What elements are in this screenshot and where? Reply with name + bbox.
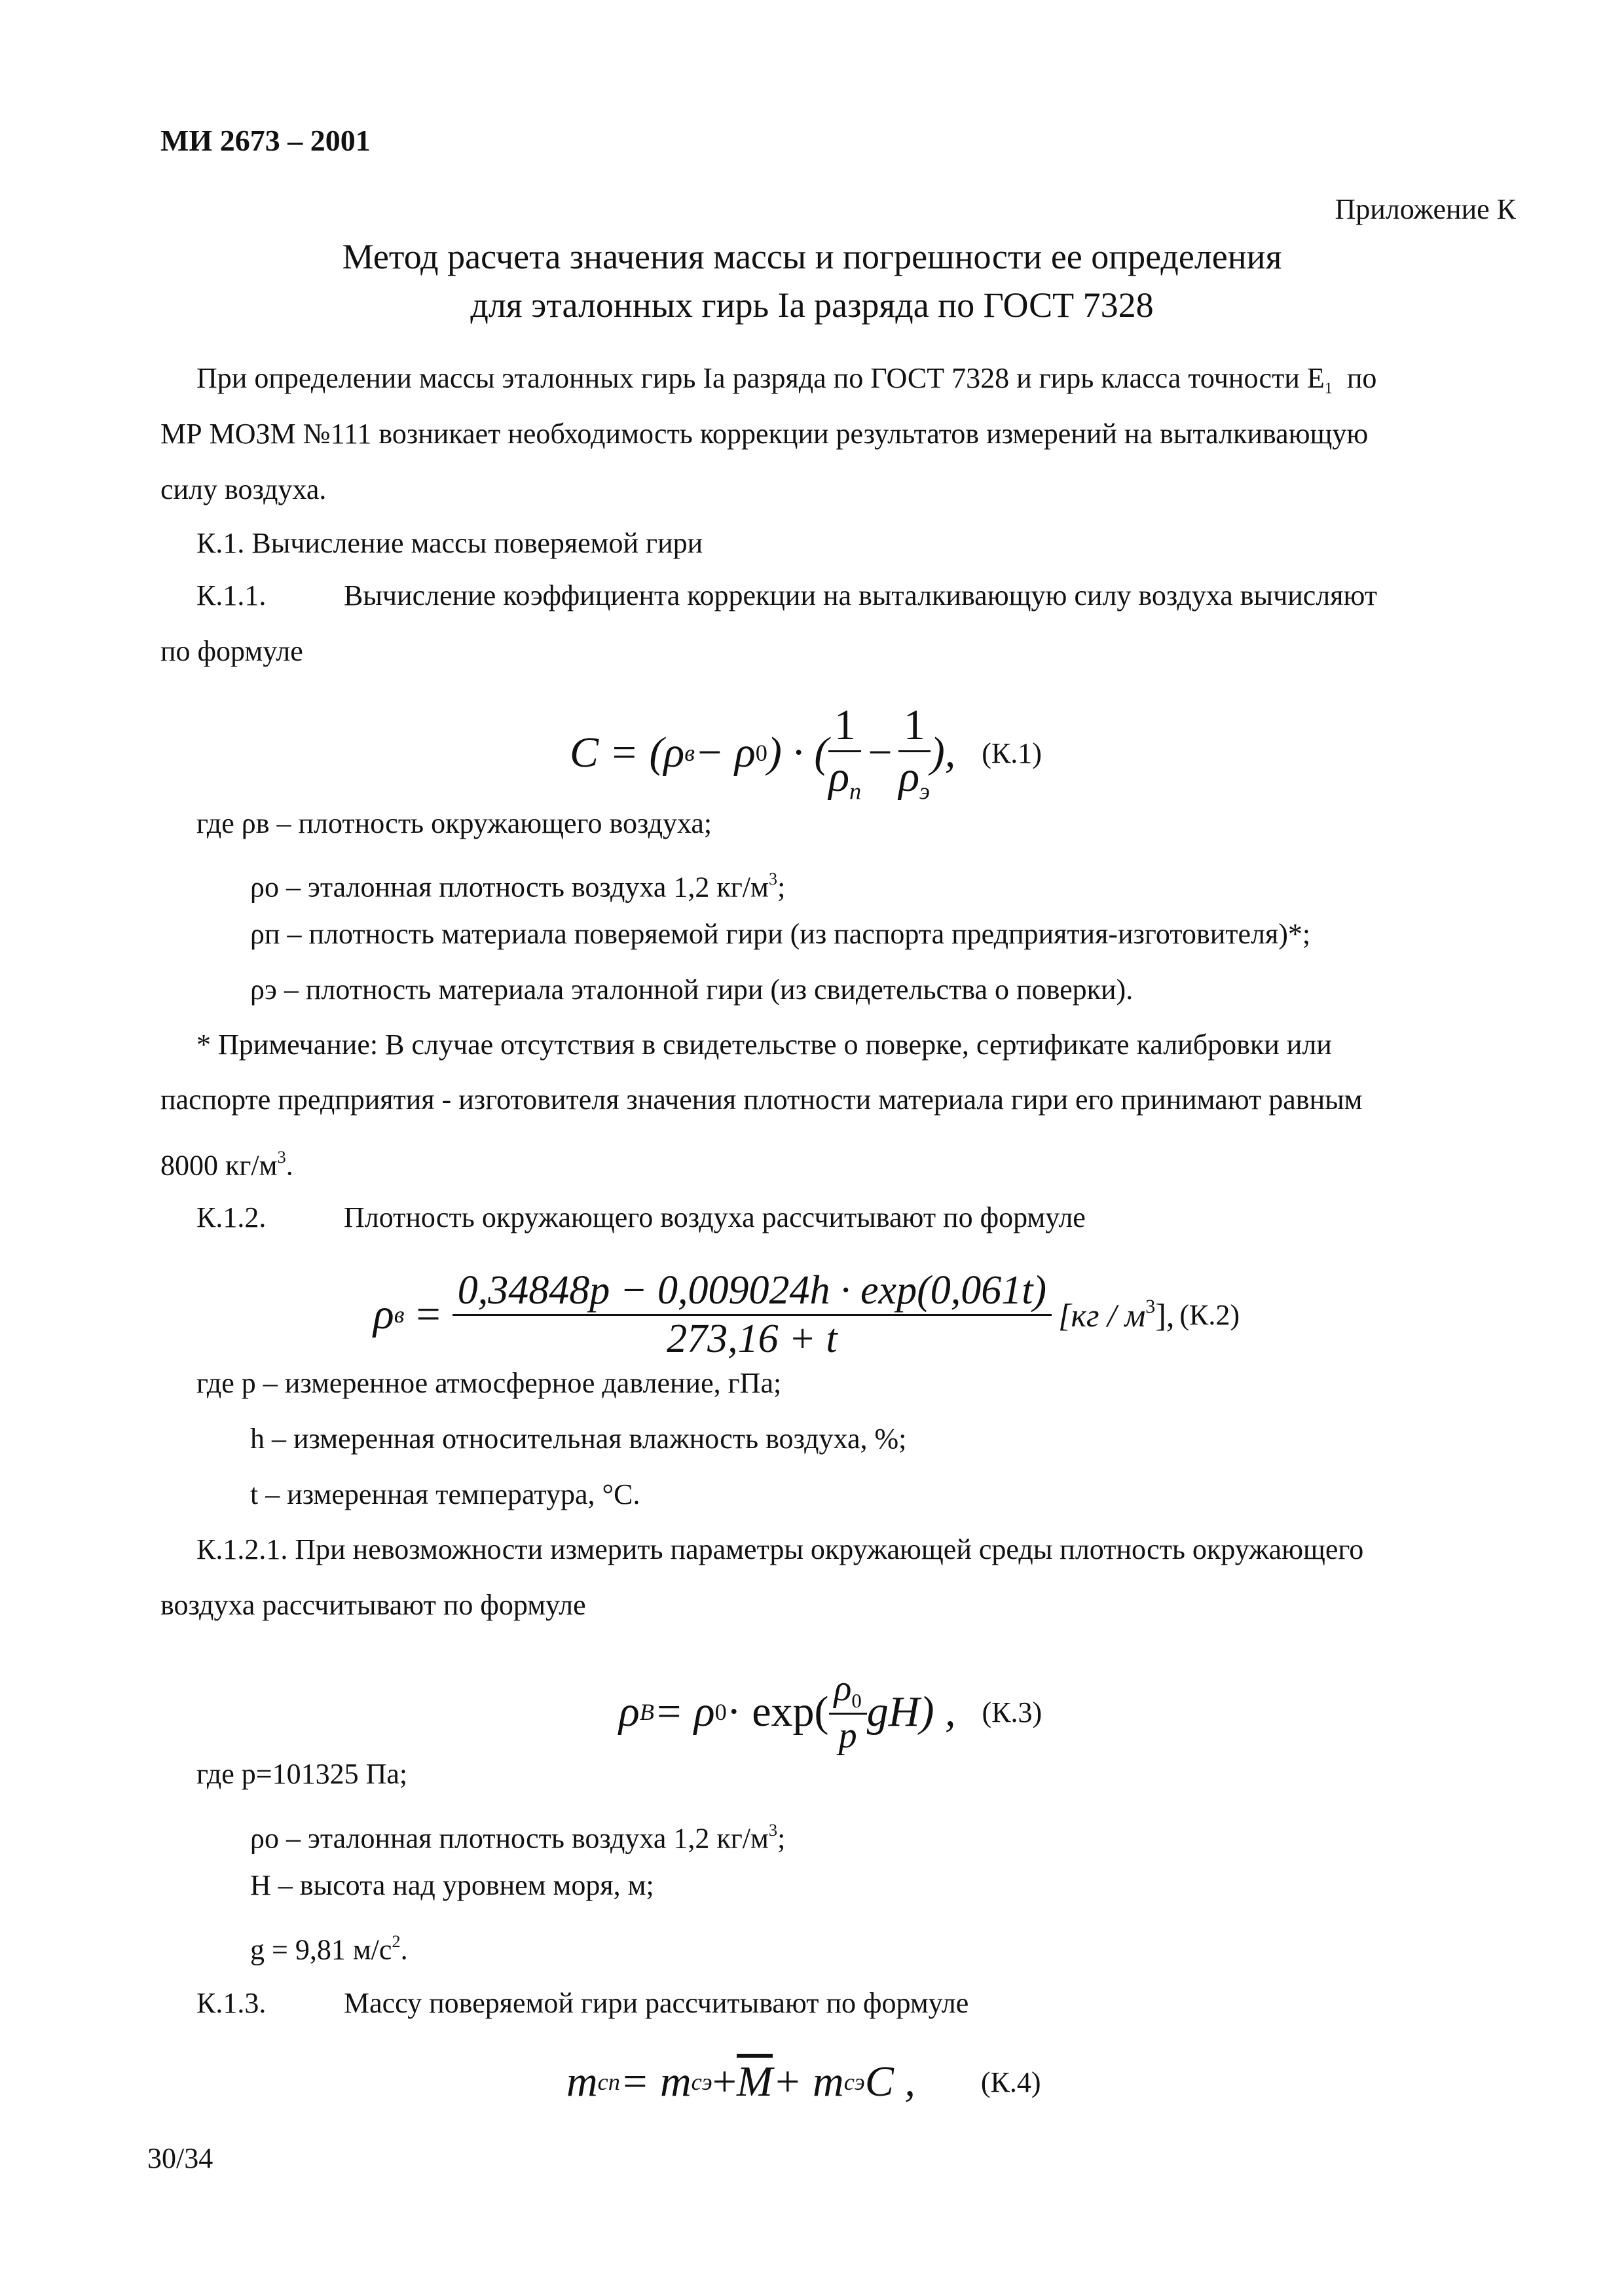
intro-line-3: силу воздуха. xyxy=(160,473,327,505)
where3-l4-text: g = 9,81 м/с xyxy=(250,1933,392,1966)
equation-tag-k4: (К.4) xyxy=(980,2066,1041,2098)
k11-number: К.1.1. xyxy=(196,579,267,611)
k12-number: К.1.2. xyxy=(196,1201,267,1233)
where1-l2-sup: 3 xyxy=(768,869,778,888)
k13-text: Массу поверяемой гири рассчитывают по формуле xyxy=(344,1987,969,2019)
f3-tail: gH) , xyxy=(866,1688,956,1736)
title-line-2: для эталонных гирь Ia разряда по ГОСТ 7328 xyxy=(470,285,1154,325)
f1-rho-p: ρ xyxy=(828,753,850,801)
k11-text: Вычисление коэффициента коррекции на выталкивающую силу воздуха вычисляют xyxy=(344,579,1378,611)
k121-line-2: воздуха рассчитывают по формуле xyxy=(160,1589,586,1621)
intro-subscript: 1 xyxy=(1324,379,1333,397)
where1-line-1: где ρв – плотность окружающего воздуха; xyxy=(196,807,712,839)
f2-equals: = xyxy=(416,1290,441,1338)
f1-mid: ) · ( xyxy=(767,729,829,776)
page-number: 30/34 xyxy=(147,2142,213,2174)
title-line-1: Метод расчета значения массы и погрешности ее определения xyxy=(342,237,1282,276)
f1-lhs: C = (ρ xyxy=(570,729,685,776)
f4-plus: + xyxy=(712,2058,737,2105)
where3-l2-end: ; xyxy=(777,1822,786,1855)
f4-sub-se: сэ xyxy=(691,2069,712,2095)
f2-fraction xyxy=(452,1267,1052,1362)
f2-unit-sup: 3 xyxy=(1145,1295,1156,1317)
f3-num-sub: 0 xyxy=(851,1689,862,1712)
where1-l2-end: ; xyxy=(777,871,786,903)
note-line-3 xyxy=(160,1137,293,1185)
equation-tag-k2: (К.2) xyxy=(1179,1298,1240,1331)
f2-lhs-sub: в xyxy=(394,1302,405,1328)
f1-sub-e: э xyxy=(919,778,931,805)
f3-num-rho: ρ xyxy=(834,1668,852,1709)
f2-numerator: 0,34848p − 0,009024h · exp(0,061t) xyxy=(452,1267,1052,1316)
f4-plus-m: + m xyxy=(772,2058,844,2105)
f1-fraction-1 xyxy=(828,701,861,805)
where2-line-2: h – измеренная относительная влажность воздуха, %; xyxy=(250,1423,907,1455)
f1-fraction-2 xyxy=(898,701,931,805)
f3-den: p xyxy=(838,1715,857,1756)
formula-k1: C = (ρ в − ρ 0 ) · ( $\frac{1}{\rho_п}$ − $\frac{1}{\rho_э}$ ), (К.1) xyxy=(570,701,1042,805)
page-title xyxy=(0,232,1624,329)
k121-line-1: К.1.2.1. При невозможности измерить параметры окружающей среды плотность окружающего xyxy=(196,1533,1364,1565)
where3-line-3: H – высота над уровнем моря, м; xyxy=(250,1869,654,1901)
where3-l4-sup: 2 xyxy=(392,1931,401,1951)
f1-end: ), xyxy=(930,729,956,776)
formula-k3 xyxy=(619,1650,1042,1774)
note-l3-sup: 3 xyxy=(277,1147,286,1167)
where2-line-3: t – измеренная температура, °С. xyxy=(250,1478,640,1510)
f3-rhs-rho: = ρ xyxy=(654,1688,715,1736)
f1-sub-v: в xyxy=(684,740,695,766)
intro-line-2: МР МОЗМ №111 возникает необходимость коррекции результатов измерений на выталкивающую xyxy=(160,418,1369,450)
f1-rho-e: ρ xyxy=(898,753,920,801)
formula-k4 xyxy=(566,2043,1041,2121)
f4-m: m xyxy=(566,2058,598,2105)
where3-l2-text: ρо – эталонная плотность воздуха 1,2 кг/м xyxy=(250,1822,769,1855)
formula-k2 xyxy=(373,1256,1240,1374)
note-l3-end: . xyxy=(286,1149,293,1182)
equation-tag-k1: (К.1) xyxy=(982,737,1042,769)
f3-sub-0: 0 xyxy=(714,1699,727,1725)
note-line-1: * Примечание: В случае отсутствия в свидетельстве о поверке, сертификате калибровки или xyxy=(196,1029,1332,1061)
intro-text-1: При определении массы эталонных гирь Ia разряда по ГОСТ 7328 и гирь класса точности E xyxy=(196,362,1325,394)
f4-m-bar: $\overline{M}$ xyxy=(737,2058,773,2105)
where3-line-1: где p=101325 Па; xyxy=(196,1758,408,1790)
intro-line-1 xyxy=(196,359,1376,408)
k13-number: К.1.3. xyxy=(196,1987,267,2019)
intro-text-end: по xyxy=(1346,362,1377,394)
where2-line-1: где p – измеренное атмосферное давление, гПа; xyxy=(196,1367,782,1399)
f2-unit-end: ], xyxy=(1155,1296,1175,1334)
where1-line-2 xyxy=(250,859,785,907)
f4-sub-se-2: сэ xyxy=(843,2069,865,2095)
f4-c: C , xyxy=(864,2058,915,2105)
note-l3-text: 8000 кг/м xyxy=(160,1149,278,1182)
f3-fraction xyxy=(829,1667,867,1757)
where1-line-3: ρп – плотность материала поверяемой гири (из паспорта предприятия-изготовителя)*; xyxy=(250,918,1311,950)
where1-l2-text: ρо – эталонная плотность воздуха 1,2 кг/м xyxy=(250,871,769,903)
section-k1-heading: К.1. Вычисление массы поверяемой гири xyxy=(196,527,703,559)
appendix-label: Приложение К xyxy=(1335,193,1516,225)
f1-minus: − ρ xyxy=(694,729,756,776)
note-line-2: паспорте предприятия - изготовителя значения плотности материала гири его принимают равным xyxy=(160,1084,1363,1116)
f2-unit-text: [кг / м xyxy=(1058,1296,1146,1334)
f1-sub-0: 0 xyxy=(755,740,767,766)
k11-text-2: по формуле xyxy=(160,635,303,667)
f3-exp: · exp( xyxy=(726,1688,829,1736)
where3-line-4 xyxy=(250,1922,408,1969)
f1-sub-p: п xyxy=(849,778,862,805)
f3-lhs: ρ xyxy=(619,1688,640,1736)
where3-l4-end: . xyxy=(400,1933,408,1966)
k12-text: Плотность окружающего воздуха рассчитывают по формуле xyxy=(344,1201,1086,1233)
equation-tag-k3: (К.3) xyxy=(982,1696,1043,1728)
f1-one-a: 1 xyxy=(828,701,861,752)
f3-lhs-sub: В xyxy=(639,1699,654,1725)
where3-l2-sup: 3 xyxy=(768,1820,778,1840)
f1-one-b: 1 xyxy=(898,701,931,752)
f4-eq-m: = m xyxy=(619,2058,692,2105)
where3-line-2 xyxy=(250,1810,785,1858)
where1-line-4: ρэ – плотность материала эталонной гири (из свидетельства о поверки). xyxy=(250,974,1134,1006)
f2-denominator: 273,16 + t xyxy=(667,1316,838,1361)
f4-sub-sp: сп xyxy=(597,2069,620,2095)
f2-lhs: ρ xyxy=(373,1290,394,1338)
document-code: МИ 2673 – 2001 xyxy=(160,124,371,157)
